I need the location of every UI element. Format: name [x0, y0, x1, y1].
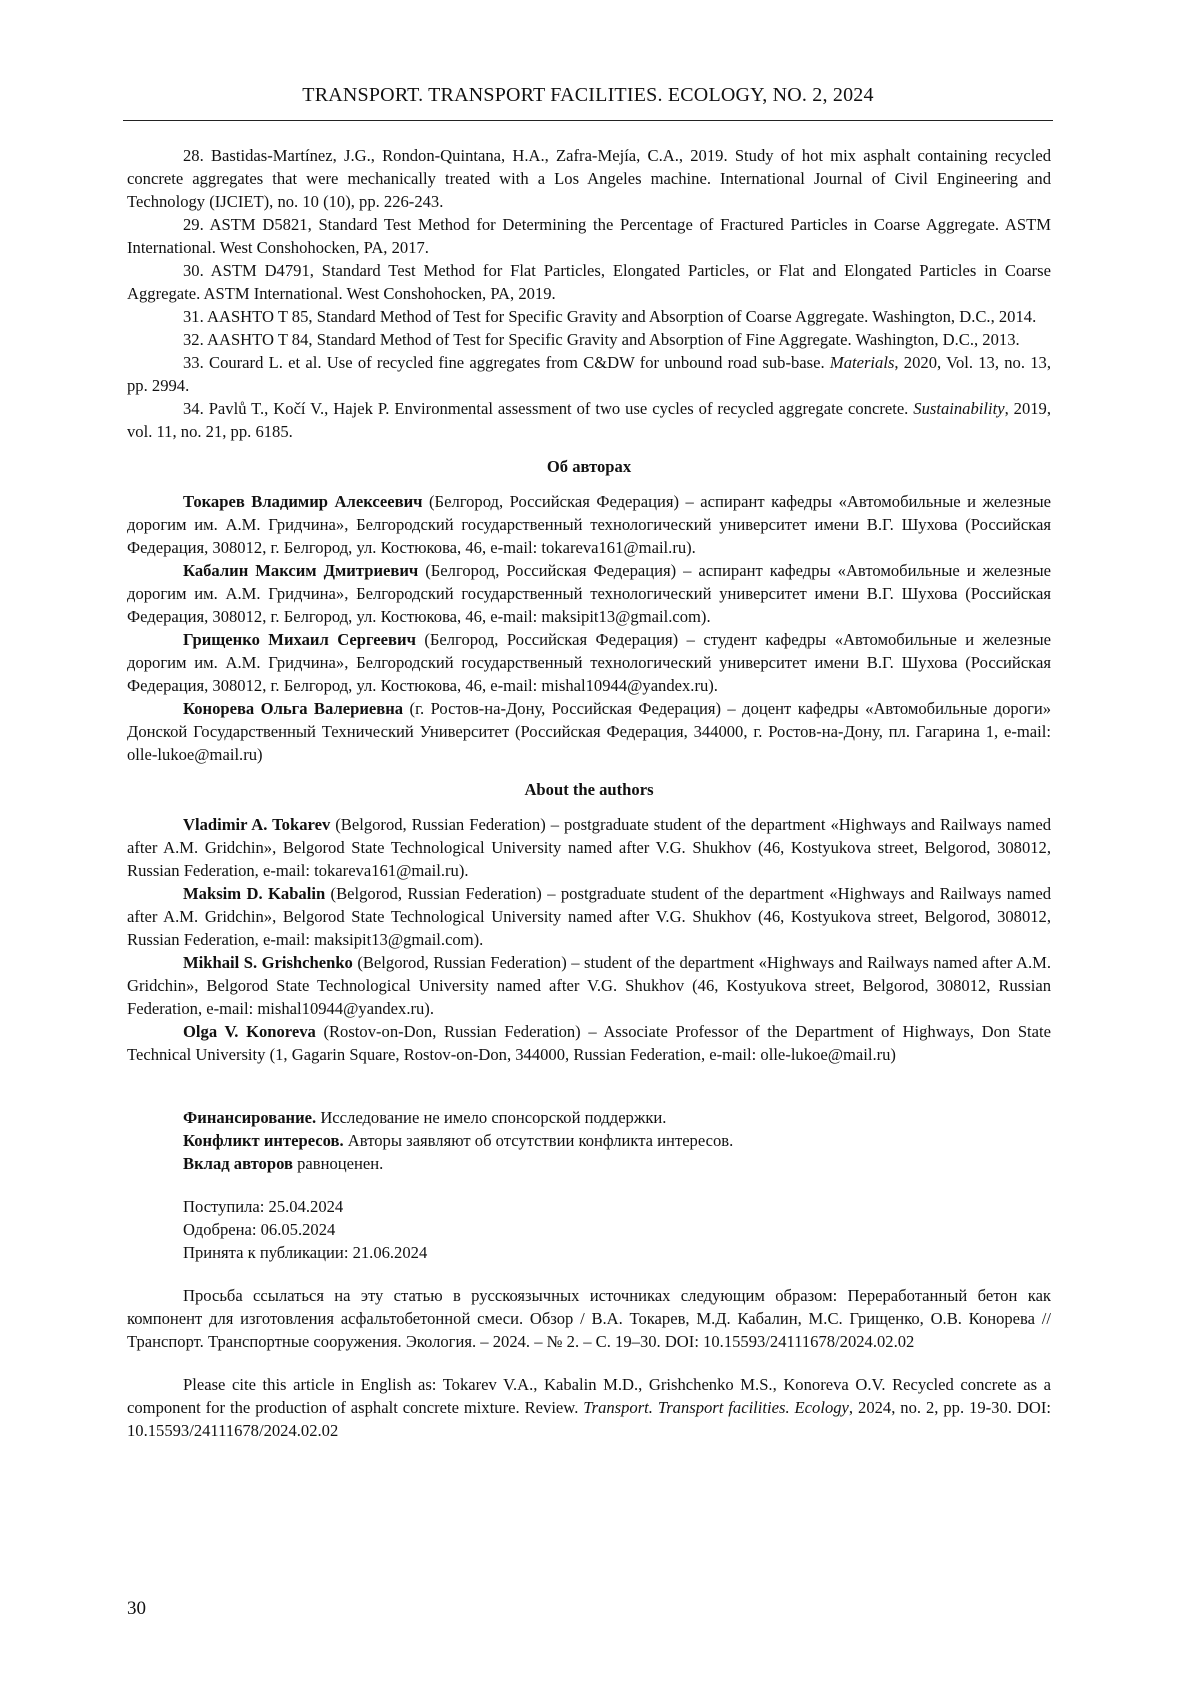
author-en-name: Vladimir A. Tokarev	[183, 815, 331, 834]
author-ru-name: Конорева Ольга Валериевна	[183, 699, 404, 718]
declarations	[127, 1106, 1051, 1175]
conflict-text: Авторы заявляют об отсутствии конфликта интересов.	[343, 1131, 734, 1150]
reference-28: 28. Bastidas-Martínez, J.G., Rondon-Quintana, H.A., Zafra-Mejía, C.A., 2019. Study of hot mix asphalt containing recycled concrete aggregates that were mechanically treated with a Los Angeles machine. International Journal of Civil Engineering and Technology (IJCIET), no. 10 (10), pp. 226-243.	[127, 146, 1051, 211]
funding-text: Исследование не имело спонсорской поддержки.	[316, 1108, 667, 1127]
author-en-name: Olga V. Konoreva	[183, 1022, 316, 1041]
contribution-statement	[127, 1152, 1051, 1175]
citation-en-text: Please cite this article in English as: Tokarev V.A., Kabalin M.D., Grishchenko M.S., Konoreva O.V. Recycled concrete as a component for the production of asphalt concrete mixture. Review.	[127, 1375, 1051, 1417]
reference-34-details: , 2019, vol. 11, no. 21, pp. 6185.	[127, 399, 1051, 441]
conflict-statement	[127, 1129, 1051, 1152]
reference-34-journal: Sustainability	[913, 399, 1005, 418]
authors-en-heading: About the authors	[524, 780, 654, 799]
running-header: TRANSPORT. TRANSPORT FACILITIES. ECOLOGY, NO. 2, 2024	[302, 84, 874, 106]
page-body	[127, 144, 1051, 1442]
author-ru-affiliation: (г. Ростов-на-Дону, Российская Федерация) – доцент кафедры «Автомобильные дороги» Донской Государственный Технический Университет (Российская Федерация, 344000, г. Ростов-на-Дону, пл. Гагарина 1, e-mail: olle-lukoe@mail.ru)	[127, 699, 1052, 764]
conflict-label: Конфликт интересов.	[183, 1131, 344, 1150]
funding-label: Финансирование.	[183, 1108, 317, 1127]
author-en-entry	[127, 1020, 1051, 1066]
reference-31: 31. AASHTO T 85, Standard Method of Test for Specific Gravity and Absorption of Coarse Aggregate. Washington, D.C., 2014.	[183, 307, 1037, 326]
author-ru-name: Грищенко Михаил Сергеевич	[183, 630, 416, 649]
date-approved: Одобрена: 06.05.2024	[183, 1220, 336, 1239]
date-accepted: Принята к публикации: 21.06.2024	[183, 1243, 428, 1262]
citation-en	[127, 1373, 1051, 1442]
contribution-text: равноценен.	[292, 1154, 384, 1173]
author-en-name: Maksim D. Kabalin	[183, 884, 326, 903]
authors-ru-heading: Об авторах	[546, 457, 632, 476]
article-dates	[127, 1195, 1051, 1264]
header-rule	[123, 120, 1053, 121]
author-ru-entry	[127, 490, 1051, 559]
author-en-affiliation: (Belgorod, Russian Federation) – student of the department «Highways and Railways named after A.M. Gridchin», Belgorod State Technological University named after V.G. Shukhov (46, Kostyukova street, Belgorod, 308012, Russian Federation, e-mail: mishal10944@yandex.ru).	[127, 953, 1051, 1018]
author-ru-entry	[127, 559, 1051, 628]
author-ru-name: Кабалин Максим Дмитриевич	[183, 561, 419, 580]
citation-en-journal: Transport. Transport facilities. Ecology	[583, 1398, 849, 1417]
author-en-entry	[127, 813, 1051, 882]
authors-ru-section	[127, 490, 1051, 766]
reference-29: 29. ASTM D5821, Standard Test Method for Determining the Percentage of Fractured Particles in Coarse Aggregate. ASTM International. West Conshohocken, PA, 2017.	[127, 215, 1051, 257]
author-ru-affiliation: (Белгород, Российская Федерация) – аспирант кафедры «Автомобильные и железные дорогим им. А.М. Гридчина», Белгородский государственный технологический университет имени В.Г. Шухова (Российская Федерация, 308012, г. Белгород, ул. Костюкова, 46, e-mail: tokareva161@mail.ru).	[127, 492, 1051, 557]
author-en-affiliation: (Belgorod, Russian Federation) – postgraduate student of the department «Highways and Railways named after A.M. Gridchin», Belgorod State Technological University named after V.G. Shukhov (46, Kostyukova street, Belgorod, 308012, Russian Federation, e-mail: tokareva161@mail.ru).	[127, 815, 1051, 880]
reference-33-details: , 2020, Vol. 13, no. 13, pp. 2994.	[127, 353, 1051, 395]
page-number: 30	[127, 1598, 146, 1619]
date-received: Поступила: 25.04.2024	[183, 1197, 344, 1216]
reference-34	[127, 397, 1051, 443]
author-en-affiliation: (Belgorod, Russian Federation) – postgraduate student of the department «Highways and Railways named after A.M. Gridchin», Belgorod State Technological University named after V.G. Shukhov (46, Kostyukova street, Belgorod, 308012, Russian Federation, e-mail: maksipit13@gmail.com).	[127, 884, 1051, 949]
author-en-name: Mikhail S. Grishchenko	[183, 953, 353, 972]
author-ru-affiliation: (Белгород, Российская Федерация) – аспирант кафедры «Автомобильные и железные дорогим им. А.М. Гридчина», Белгородский государственный технологический университет имени В.Г. Шухова (Российская Федерация, 308012, г. Белгород, ул. Костюкова, 46, e-mail: maksipit13@gmail.com).	[127, 561, 1051, 626]
reference-32: 32. AASHTO T 84, Standard Method of Test for Specific Gravity and Absorption of Fine Aggregate. Washington, D.C., 2013.	[183, 330, 1020, 349]
author-ru-entry	[127, 628, 1051, 697]
reference-34-text: 34. Pavlů T., Kočí V., Hajek P. Environmental assessment of two use cycles of recycled aggregate concrete.	[183, 399, 914, 418]
citation-en-details: , 2024, no. 2, pp. 19-30. DOI: 10.15593/24111678/2024.02.02	[127, 1398, 1051, 1440]
reference-33-text: 33. Courard L. et al. Use of recycled fine aggregates from C&DW for unbound road sub-base.	[183, 353, 830, 372]
author-ru-name: Токарев Владимир Алексеевич	[183, 492, 423, 511]
reference-33-journal: Materials	[829, 353, 895, 372]
reference-33	[127, 351, 1051, 397]
author-ru-entry	[127, 697, 1051, 766]
funding-statement	[127, 1106, 1051, 1129]
authors-en-section	[127, 813, 1051, 1066]
author-en-entry	[127, 882, 1051, 951]
reference-list	[127, 144, 1051, 443]
contribution-label: Вклад авторов	[183, 1154, 293, 1173]
author-en-entry	[127, 951, 1051, 1020]
author-en-affiliation: (Rostov-on-Don, Russian Federation) – Associate Professor of the Department of Highways, Don State Technical University (1, Gagarin Square, Rostov-on-Don, 344000, Russian Federation, e-mail: olle-lukoe@mail.ru)	[127, 1022, 1052, 1064]
author-ru-affiliation: (Белгород, Российская Федерация) – студент кафедры «Автомобильные и железные дорогим им. А.М. Гридчина», Белгородский государственный технологический университет имени В.Г. Шухова (Российская Федерация, 308012, г. Белгород, ул. Костюкова, 46, e-mail: mishal10944@yandex.ru).	[127, 630, 1051, 695]
reference-30: 30. ASTM D4791, Standard Test Method for Flat Particles, Elongated Particles, or Flat and Elongated Particles in Coarse Aggregate. ASTM International. West Conshohocken, PA, 2019.	[127, 261, 1051, 303]
citation-ru: Просьба ссылаться на эту статью в русскоязычных источниках следующим образом: Переработанный бетон как компонент для изготовления асфальтобетонной смеси. Обзор / В.А. Токарев, М.Д. Кабалин, М.С. Грищенко, О.В. Конорева // Транспорт. Транспортные сооружения. Экология. – 2024. – № 2. – С. 19–30. DOI: 10.15593/24111678/2024.02.02	[127, 1286, 1051, 1351]
